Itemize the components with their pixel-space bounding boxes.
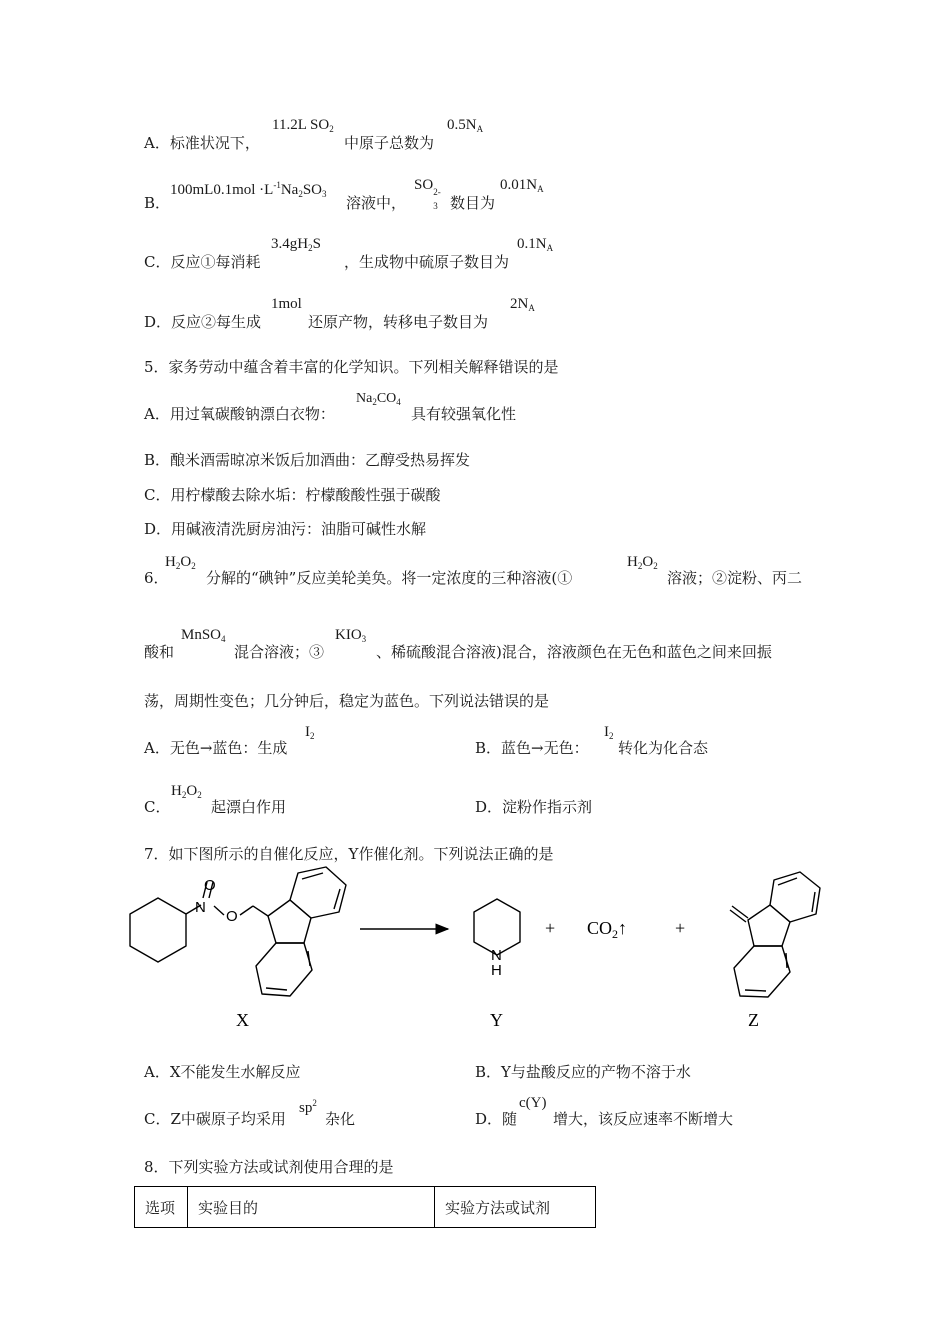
q5-option-c: C．用柠檬酸去除水垢：柠檬酸酸性强于碳酸 [144, 486, 441, 504]
q4-option-a-text1: A．标准状况下， [144, 134, 260, 152]
q5-option-a-formula: $Na_2CO_4$ [356, 391, 401, 407]
q8-stem: 8．下列实验方法或试剂使用合理的是 [144, 1158, 394, 1176]
co2-label: $CO_2↑$ [587, 918, 628, 941]
y-nitrogen: N [491, 947, 502, 964]
header-purpose: 实验目的 [188, 1187, 435, 1228]
q7-option-c-text1: C．Z中碳原子均采用 [144, 1110, 286, 1128]
q4-option-a-formula1: 11.2L $SO_2$ [272, 117, 334, 134]
x-nitrogen: N [195, 899, 206, 916]
x-oxygen-carbonyl: O [204, 877, 216, 894]
q7-option-d-text1: D．随 [475, 1110, 518, 1128]
q7-stem: 7．如下图所示的自催化反应，Y作催化剂。下列说法正确的是 [144, 845, 554, 863]
q4-option-d-text1: D．反应②每生成 [144, 313, 262, 331]
x-o-ch2-bond [240, 906, 253, 915]
q6-line1-text2: 分解的“碘钟”反应美轮美奂。将一定浓度的三种溶液(① [206, 569, 573, 587]
x-oxygen-ester: O [226, 908, 238, 925]
q6-option-a-text: A．无色→蓝色：生成 [144, 739, 288, 757]
q4-option-b-text3: 数目为 [450, 194, 496, 212]
q6-option-b-formula: $I_2$ [604, 724, 614, 741]
q4-option-c-text2: ，生成物中硫原子数目为 [344, 253, 510, 271]
q4-option-b-formula1: $100mL0.1mol \cdot L^{-1}Na_2SO_3$ [170, 180, 327, 199]
q7-option-c-text2: 杂化 [325, 1110, 356, 1128]
q4-option-d-formula1: 1mol [271, 296, 302, 312]
q5-stem: 5．家务劳动中蕴含着丰富的化学知识。下列相关解释错误的是 [144, 358, 559, 376]
q6-line2-text1: 酸和 [144, 643, 175, 661]
x-fluorene-lower-ring [256, 943, 312, 996]
q4-option-a-text2: 中原子总数为 [344, 134, 435, 152]
q4-option-a-formula2: $0.5N_A$ [447, 117, 484, 134]
label-y: Y [490, 1010, 503, 1030]
q6-line2-formula2: $KIO_3$ [335, 627, 367, 644]
q7-option-b: B．Y与盐酸反应的产物不溶于水 [475, 1063, 691, 1081]
q6-option-d: D．淀粉作指示剂 [475, 798, 593, 816]
q6-line2-text3: 、稀硫酸混合溶液)混合，溶液颜色在无色和蓝色之间来回振 [376, 643, 772, 661]
q6-option-b-text2: 转化为化合态 [618, 739, 709, 757]
q4-option-d-text2: 还原产物，转移电子数目为 [308, 313, 489, 331]
x-piperidine-ring [130, 898, 186, 962]
q6-option-a-formula: $I_2$ [305, 724, 315, 741]
q7-option-d-text2: 增大，该反应速率不断增大 [553, 1110, 734, 1128]
q6-line3: 荡，周期性变色；几分钟后，稳定为蓝色。下列说法错误的是 [144, 692, 550, 710]
z-upper-ring [770, 872, 820, 922]
q7-option-d-formula: c(Y) [519, 1095, 547, 1111]
q5-option-b: B．酿米酒需晾凉米饭后加酒曲：乙醇受热易挥发 [144, 451, 471, 469]
q5-option-a-text1: A．用过氧碳酸钠漂白衣物： [144, 405, 335, 423]
plus-sign-1: + [545, 918, 556, 938]
z-exocyclic-double-bond [732, 906, 748, 918]
table-header-row [135, 1187, 596, 1228]
q6-line1-text3: 溶液；②淀粉、丙二 [667, 569, 803, 587]
header-method: 实验方法或试剂 [435, 1187, 596, 1228]
q4-option-b-text1: B． [144, 194, 171, 212]
label-x: X [236, 1010, 249, 1030]
q7-option-c-formula: $sp^2$ [299, 1098, 317, 1116]
q6-line1-num: 6． [144, 569, 169, 587]
y-hydrogen: H [491, 962, 502, 979]
plus-sign-2: + [675, 918, 686, 938]
q4-option-c-formula2: $0.1N_A$ [517, 236, 554, 253]
q4-option-b-text2: 溶液中， [346, 194, 407, 212]
q5-option-a-text2: 具有较强氧化性 [411, 405, 517, 423]
q5-option-d: D．用碱液清洗厨房油污：油脂可碱性水解 [144, 520, 427, 538]
x-c-o-bond [214, 906, 224, 915]
z-lower-ring [734, 946, 790, 997]
q6-option-c-text2: 起漂白作用 [211, 798, 287, 816]
q7-option-a: A．X不能发生水解反应 [144, 1063, 301, 1081]
x-fluorene-five-ring [268, 900, 311, 943]
q4-option-b-formula3: $0.01N_A$ [500, 177, 544, 194]
z-five-ring [748, 905, 790, 946]
label-z: Z [748, 1010, 759, 1030]
q6-option-b-text1: B．蓝色→无色： [475, 739, 589, 757]
q6-option-c-text1: C． [144, 798, 171, 816]
q6-line2-text2: 混合溶液；③ [234, 643, 325, 661]
q6-line1-formula1: $H_2O_2$ [165, 554, 196, 571]
q4-option-d-formula2: $2N_A$ [510, 296, 535, 313]
q4-option-b-formula2: SO 2- 3 [414, 177, 441, 211]
q4-option-c-text1: C．反应①每消耗 [144, 253, 261, 271]
q4-option-c-formula1: $3.4gH_2S$ [271, 236, 321, 253]
header-option: 选项 [135, 1187, 188, 1228]
q6-line1-formula2: $H_2O_2$ [627, 554, 658, 571]
q6-line2-formula1: MnSO$_4$ [181, 627, 226, 644]
q8-table [134, 1186, 596, 1228]
q6-option-c-formula: $H_2O_2$ [171, 783, 202, 800]
